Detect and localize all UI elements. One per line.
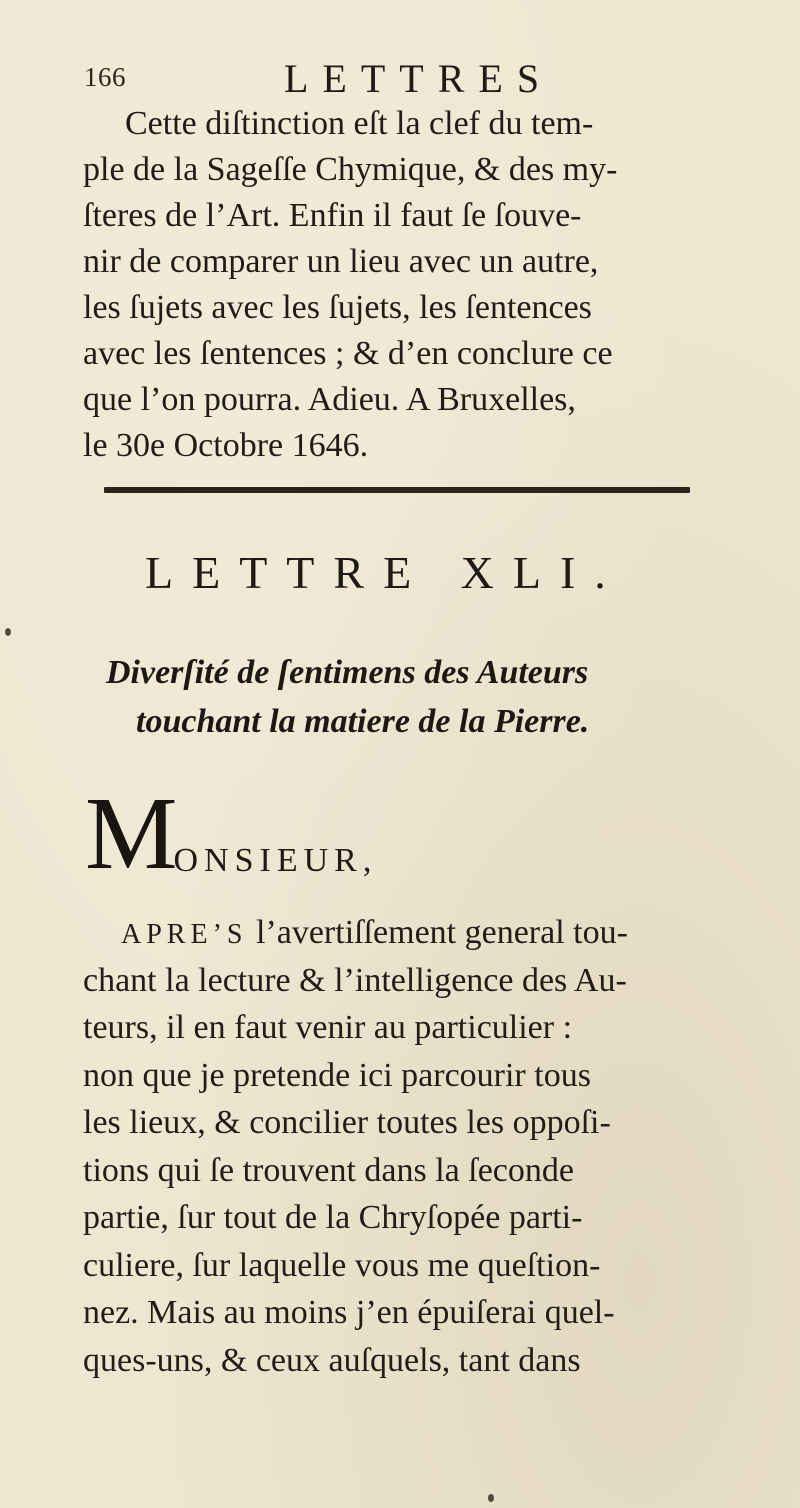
opening-line-text: l’avertiſſement general tou- <box>255 914 628 951</box>
text-line: non que je pretende ici parcourir tous <box>83 1056 591 1094</box>
letter-body <box>83 909 773 1384</box>
text-line: nir de comparer un lieu avec un autre, <box>83 243 599 280</box>
running-head: LETTRES <box>284 56 554 101</box>
letter-subtitle <box>106 648 766 746</box>
text-line: tions qui ſe trouvent dans la ſeconde <box>83 1151 574 1189</box>
text-line: Cette diſtinction eſt la clef du tem- <box>125 105 594 142</box>
page-number: 166 <box>84 62 126 92</box>
text-line: le 30e Octobre 1646. <box>83 427 369 464</box>
letter-title: LETTRE XLI. <box>145 547 625 598</box>
text-line: avec les ſentences ; & d’en conclure ce <box>83 335 613 372</box>
text-line: partie, ſur tout de la Chryſopée parti- <box>83 1199 583 1236</box>
text-line: nez. Mais au moins j’en épuiſerai quel- <box>83 1294 615 1331</box>
previous-letter-ending <box>83 101 763 469</box>
ink-speck <box>488 1494 494 1502</box>
text-line: teurs, il en faut venir au particulier : <box>83 1009 573 1046</box>
text-line: culiere, ſur laquelle vous me queſtion- <box>83 1246 601 1284</box>
opening-word: APRE’S <box>121 919 248 950</box>
text-line: les lieux, & concilier toutes les oppoſi- <box>83 1104 611 1141</box>
text-line: ple de la Sageſſe Chymique, & des my- <box>83 151 618 188</box>
salutation-text: ONSIEUR, <box>173 842 378 879</box>
text-line: ques-uns, & ceux auſquels, tant dans <box>83 1341 581 1379</box>
section-divider-rule <box>104 487 690 493</box>
subtitle-line: touchant la matiere de la Pierre. <box>136 703 590 740</box>
subtitle-line: Diverſité de ſentimens des Auteurs <box>106 654 589 691</box>
text-line: chant la lecture & l’intelligence des Au- <box>83 961 627 999</box>
page-header <box>84 55 724 101</box>
text-line: les ſujets avec les ſujets, les ſentences <box>83 289 592 326</box>
text-line <box>83 909 773 957</box>
text-line: que l’on pourra. Adieu. A Bruxelles, <box>83 381 576 418</box>
text-line: ſteres de l’Art. Enfin il faut ſe ſouve- <box>83 197 582 234</box>
drop-cap: M <box>85 776 178 891</box>
salutation <box>85 776 378 891</box>
ink-speck <box>5 628 11 636</box>
